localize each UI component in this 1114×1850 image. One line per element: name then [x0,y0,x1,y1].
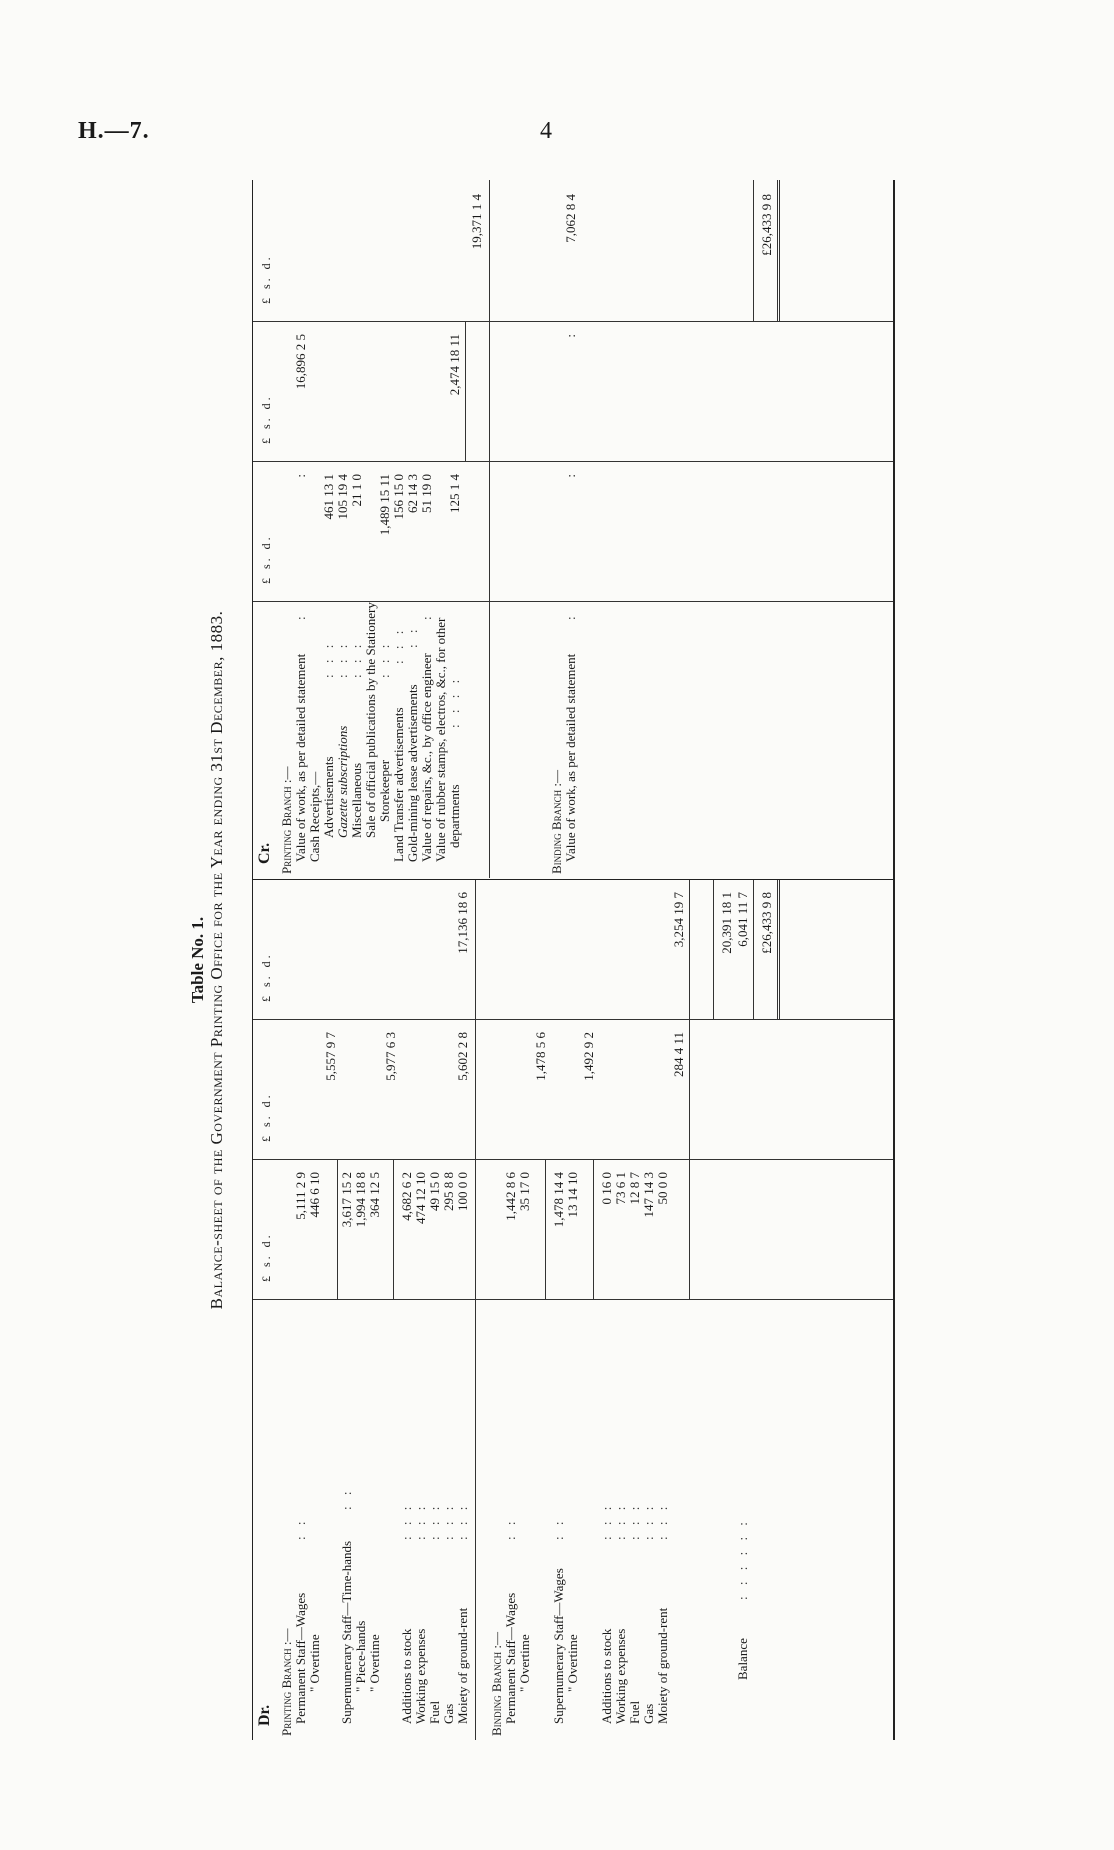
balance-label: Balance [735,1638,750,1680]
amount: 5,111 2 9 [293,1172,308,1220]
cr-binding-branch: Binding Branch :— [549,770,564,874]
row-label: Gas [641,1703,656,1724]
row-label: Storekeeper [377,759,392,822]
amount: 1,489 15 11 [377,474,392,536]
row-label: Gold-mining lease advertisements [405,684,420,862]
col-header: £ s. d. [259,1232,273,1282]
row-label: Fuel [627,1700,642,1724]
debit-grand-total: £26,433 9 8 [759,892,774,954]
ledger-table [252,180,895,1740]
row-label: " Overtime [307,1634,322,1692]
amount: 12 8 7 [627,1172,642,1205]
credit-side: Cr. £ s. d. £ s. d. £ s. d. Printing Branch :— Value of work, as per detailed statement : : 16,896 2 5 Cash Receipts,— Advertisements : : : 461 13 1 Gazette subscriptions : : : 105 19 4 Miscellaneous : : : 21 1 0 Sale of official publications by the Stationery Storekeeper : : : 1,489 15 11 Land Transfer advertisements : : : 156 15 0 Gold-mining lease advertisements : : 62 14 3 Value of repairs, &c., by office engineer : 51 19 0 Value of rubber stamps, electros, &c., for other departments : : : : 125 1 4 2,474 18 11 19,371 1 4 Binding Branch :— Value of work, as per detailed statement : : : 7,062 8 4 £26,433 9 8 [253,180,893,878]
subtotal: 5,602 2 8 [455,1032,470,1081]
debit-side: Dr. £ s. d. £ s. d. £ s. d. Printing Branch :— Permanent Staff—Wages : : 5,111 2 9 " Overtime 446 6 10 5,557 9 7 Supernumerary Staff—Time-hands : : 3,617 15 2 " Piece-hands 1,994 18 8 " Overtime 364 12 5 5,977 6 3 Additions to stock : : : 4,682 6 2 Working expenses : : : 474 12 10 Fuel : : : 49 15 0 Gas : : : 295 8 8 Moiety of ground-rent : : : 100 0 0 5,602 2 8 17,136 18 6 Binding Branch :— Permanent Staff—Wages : : 1,442 8 6 " Overtime 35 17 0 1,478 5 6 Supernumerary Staff—Wages : : 1,478 14 4 " Overtime 13 14 10 1,492 9 2 Additions to stock : : : 0 16 0 Working expenses : : : 73 6 1 Fuel : : : 12 8 7 Gas : : : 147 14 3 Moiety of ground-rent : : : 50 0 0 284 4 11 3,254 19 7 20,391 18 1 Balance : : : : : : 6,041 11 7 £26,433 9 8 [253,879,893,1740]
amount: 105 19 4 [335,474,350,520]
amount: 446 6 10 [307,1172,322,1218]
debit-heading: Dr. [256,1704,273,1726]
row-label: Sale of official publications by the Stationery [363,602,378,838]
amount: 50 0 0 [655,1172,670,1205]
balance-sheet [190,180,900,1740]
page-number: 4 [540,118,552,144]
amount: 100 0 0 [455,1172,470,1211]
branch-total: 17,136 18 6 [455,892,470,954]
dr-binding-branch: Binding Branch :— [489,1632,504,1736]
amount: 51 19 0 [419,474,434,513]
amount: 35 17 0 [517,1172,532,1211]
col-header: £ s. d. [259,534,273,584]
table-number: Table No. 1. [188,916,207,1004]
amount: 62 14 3 [405,474,420,513]
amount: 13 14 10 [565,1172,580,1218]
row-label: Additions to stock [599,1628,614,1724]
row-label: Supernumerary Staff—Time-hands [339,1540,354,1724]
amount: 156 15 0 [391,474,406,520]
col-header: £ s. d. [259,952,273,1002]
row-label: Supernumerary Staff—Wages [551,1568,566,1724]
col-header: £ s. d. [259,394,273,444]
amount: 3,617 15 2 [339,1172,354,1228]
amount: 147 14 3 [641,1172,656,1218]
row-label: Permanent Staff—Wages [503,1592,518,1724]
amount: 125 1 4 [447,474,462,513]
col-header: £ s. d. [259,1092,273,1142]
row-label: Value of rubber stamps, electros, &c., for other [433,617,448,862]
balance-amount: 6,041 11 7 [735,892,750,947]
branch-total: 19,371 1 4 [469,194,484,250]
row-label: Value of repairs, &c., by office engineer [419,653,434,862]
amount: 49 15 0 [427,1172,442,1211]
row-label: Additions to stock [399,1628,414,1724]
row-label: " Overtime [367,1634,382,1692]
credit-heading: Cr. [256,842,273,864]
subtotal: 5,557 9 7 [323,1032,338,1081]
row-label: Gazette subscriptions [335,725,350,838]
subtotal: 1,478 5 6 [533,1032,548,1081]
amount: 16,896 2 5 [293,334,308,390]
row-label: Value of work, as per detailed statement [563,653,578,862]
credit-grand-total: £26,433 9 8 [759,194,774,256]
amount: 73 6 1 [613,1172,628,1205]
amount: 0 16 0 [599,1172,614,1205]
amount: 1,478 14 4 [551,1172,566,1228]
table-title [190,180,224,1740]
subtotal: 5,977 6 3 [383,1032,398,1081]
branch-total: 7,062 8 4 [563,194,578,243]
row-label: Advertisements [321,756,336,838]
dr-printing-branch: Printing Branch :— [279,1628,294,1736]
subtotal: 1,492 9 2 [581,1032,596,1081]
row-label: " Overtime [517,1634,532,1692]
row-label: departments [447,784,462,848]
amount: 1,994 18 8 [353,1172,368,1228]
table-caption: Balance-sheet of the Government Printing Office for the Year ending 31st December, 1883. [207,610,226,1310]
row-label: " Piece-hands [353,1620,368,1692]
page-reference: H.—7. [78,118,150,144]
amount: 295 8 8 [441,1172,456,1211]
row-label: " Overtime [565,1634,580,1692]
row-label: Permanent Staff—Wages [293,1592,308,1724]
row-label: Moiety of ground-rent [455,1607,470,1724]
row-label: Working expenses [413,1628,428,1724]
amount: 364 12 5 [367,1172,382,1218]
row-label: Value of work, as per detailed statement [293,653,308,862]
amount: 461 13 1 [321,474,336,520]
col-header: £ s. d. [259,254,273,304]
row-label: Gas [441,1703,456,1724]
row-label: Fuel [427,1700,442,1724]
row-label: Working expenses [613,1628,628,1724]
amount: : [293,474,308,478]
subtotal: 20,391 18 1 [719,892,734,954]
subtotal: 2,474 18 11 [447,334,462,396]
row-label: Cash Receipts,— [307,771,322,862]
amount: 21 1 0 [349,474,364,507]
subtotal: 284 4 11 [671,1032,686,1078]
cr-printing-branch: Printing Branch :— [279,766,294,874]
row-label: Moiety of ground-rent [655,1607,670,1724]
row-label: Miscellaneous [349,762,364,838]
amount: 4,682 6 2 [399,1172,414,1221]
amount: 1,442 8 6 [503,1172,518,1221]
amount: 474 12 10 [413,1172,428,1224]
row-label: Land Transfer advertisements [391,707,406,862]
branch-total: 3,254 19 7 [671,892,686,948]
